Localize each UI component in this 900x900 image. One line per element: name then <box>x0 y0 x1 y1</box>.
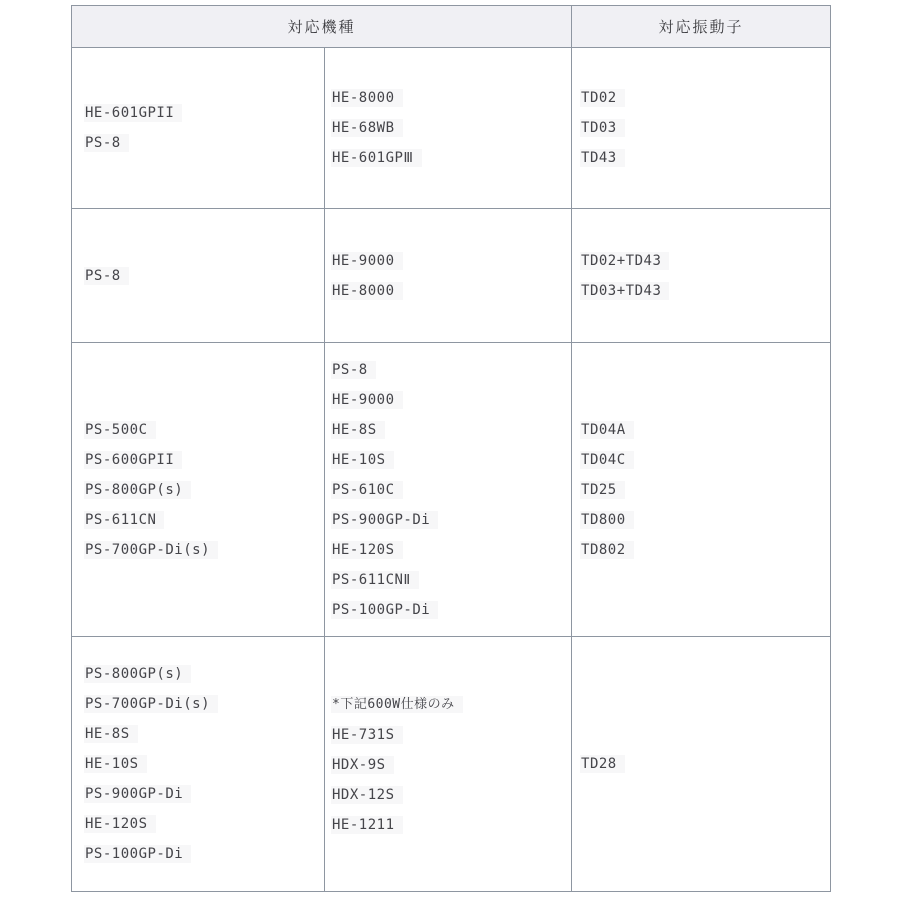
model-line <box>331 246 570 276</box>
model-line <box>331 113 570 143</box>
transducer-line <box>580 535 829 565</box>
spec-note-text: *下記600W仕様のみ <box>331 696 463 713</box>
model-text: HE-8S <box>331 421 385 439</box>
model-line <box>331 595 570 625</box>
model-text: HE-9000 <box>331 252 403 270</box>
header-cell-transducers <box>572 6 831 48</box>
model-line <box>84 839 323 869</box>
compatibility-table-container <box>71 5 831 892</box>
model-line <box>331 810 570 840</box>
model-line <box>331 505 570 535</box>
model-text: PS-800GP(s) <box>84 481 191 499</box>
transducer-line <box>580 749 829 779</box>
transducer-text: TD03 <box>580 119 625 137</box>
model-text: HDX-12S <box>331 786 403 804</box>
model-text: HE-8000 <box>331 89 403 107</box>
model-text: PS-610C <box>331 481 403 499</box>
model-text: HE-601GPII <box>84 104 182 122</box>
transducer-text: TD02 <box>580 89 625 107</box>
model-text: HE-120S <box>84 815 156 833</box>
models-a-cell <box>72 343 325 637</box>
transducer-text: TD04A <box>580 421 634 439</box>
transducers-cell <box>572 209 831 343</box>
model-line <box>84 779 323 809</box>
model-text: PS-500C <box>84 421 156 439</box>
model-line <box>84 415 323 445</box>
transducer-line <box>580 143 829 173</box>
model-text: HE-601GPⅢ <box>331 149 422 167</box>
models-b-cell <box>325 48 572 209</box>
model-line <box>84 809 323 839</box>
model-line <box>331 445 570 475</box>
model-text: HE-731S <box>331 726 403 744</box>
model-line <box>84 535 323 565</box>
model-line <box>331 535 570 565</box>
models-b-cell <box>325 637 572 892</box>
transducer-text: TD28 <box>580 755 625 773</box>
model-text: HE-68WB <box>331 119 403 137</box>
model-text: HE-10S <box>331 451 394 469</box>
model-line <box>331 565 570 595</box>
model-text: PS-700GP-Di(s) <box>84 695 218 713</box>
model-text: HE-120S <box>331 541 403 559</box>
models-a-cell <box>72 209 325 343</box>
model-line <box>331 780 570 810</box>
transducer-line <box>580 83 829 113</box>
spec-note-line <box>331 689 570 720</box>
model-text: PS-100GP-Di <box>84 845 191 863</box>
table-row <box>72 343 831 637</box>
model-text: PS-100GP-Di <box>331 601 438 619</box>
model-text: PS-611CN <box>84 511 164 529</box>
transducer-text: TD25 <box>580 481 625 499</box>
model-text: HDX-9S <box>331 756 394 774</box>
model-line <box>84 98 323 128</box>
model-line <box>331 83 570 113</box>
header-transducers-label: 対応振動子 <box>658 19 744 36</box>
model-line <box>84 659 323 689</box>
table-row <box>72 209 831 343</box>
transducer-line <box>580 475 829 505</box>
header-cell-models <box>72 6 572 48</box>
transducer-line <box>580 113 829 143</box>
header-models-label: 対応機種 <box>287 19 356 36</box>
models-a-cell <box>72 637 325 892</box>
model-line <box>84 505 323 535</box>
model-line <box>331 385 570 415</box>
transducer-line <box>580 505 829 535</box>
transducer-text: TD800 <box>580 511 634 529</box>
models-a-cell <box>72 48 325 209</box>
model-text: PS-900GP-Di <box>84 785 191 803</box>
model-text: HE-1211 <box>331 816 403 834</box>
model-text: HE-8S <box>84 725 138 743</box>
model-line <box>84 128 323 158</box>
transducers-cell <box>572 343 831 637</box>
model-line <box>84 719 323 749</box>
model-line <box>331 355 570 385</box>
model-line <box>331 415 570 445</box>
model-line <box>331 720 570 750</box>
transducer-text: TD802 <box>580 541 634 559</box>
model-line <box>331 475 570 505</box>
model-text: HE-8000 <box>331 282 403 300</box>
model-line <box>331 750 570 780</box>
model-text: PS-611CNⅡ <box>331 571 419 589</box>
model-text: PS-900GP-Di <box>331 511 438 529</box>
model-line <box>84 475 323 505</box>
model-text: PS-8 <box>331 361 376 379</box>
models-b-cell <box>325 209 572 343</box>
transducer-line <box>580 415 829 445</box>
table-row <box>72 48 831 209</box>
header-row <box>72 6 831 48</box>
model-text: PS-600GPII <box>84 451 182 469</box>
transducer-text: TD43 <box>580 149 625 167</box>
model-line <box>331 276 570 306</box>
transducer-line <box>580 276 829 306</box>
models-b-cell <box>325 343 572 637</box>
transducer-line <box>580 445 829 475</box>
transducers-cell <box>572 637 831 892</box>
table-body <box>72 48 831 892</box>
compatibility-table <box>71 5 831 892</box>
transducer-text: TD02+TD43 <box>580 252 669 270</box>
model-text: PS-8 <box>84 134 129 152</box>
model-text: PS-800GP(s) <box>84 665 191 683</box>
model-line <box>84 261 323 291</box>
transducer-text: TD04C <box>580 451 634 469</box>
model-text: HE-10S <box>84 755 147 773</box>
model-line <box>84 689 323 719</box>
model-text: HE-9000 <box>331 391 403 409</box>
model-line <box>84 445 323 475</box>
table-row <box>72 637 831 892</box>
transducers-cell <box>572 48 831 209</box>
transducer-line <box>580 246 829 276</box>
model-text: PS-700GP-Di(s) <box>84 541 218 559</box>
model-line <box>331 143 570 173</box>
model-text: PS-8 <box>84 267 129 285</box>
table-header <box>72 6 831 48</box>
model-line <box>84 749 323 779</box>
transducer-text: TD03+TD43 <box>580 282 669 300</box>
